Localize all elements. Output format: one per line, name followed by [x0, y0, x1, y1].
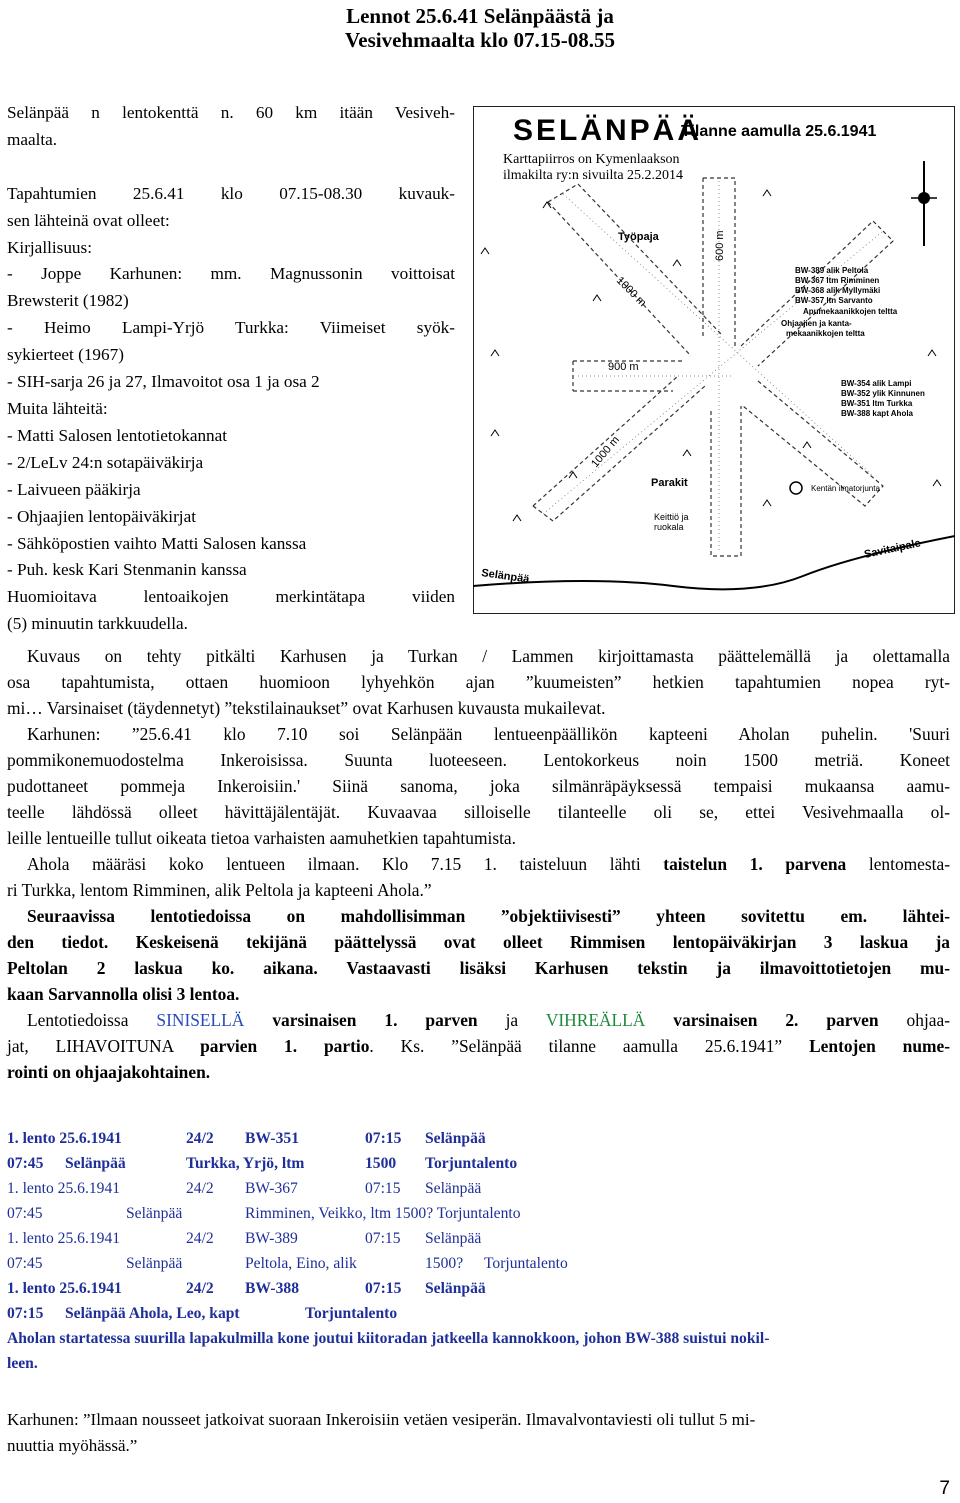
body-text-run: ja [477, 1010, 546, 1030]
map-label-1000m-b: 1000 m [589, 434, 622, 470]
flight-cell: 24/2 [186, 1230, 214, 1247]
body-line: Peltolan 2 laskua ko. aikana. Vastaavasti lisäksi Karhusen tekstin ja ilmavoittotietojen mu- [7, 958, 950, 978]
flight-cell: Torjuntalento [484, 1255, 568, 1272]
flight-cell: Rimminen, Veikko, ltm 1500? Torjuntalento [245, 1205, 521, 1222]
takeoff-note-line: Aholan startatessa suurilla lapakulmilla kone joutui kiitoradan jatkeella kannokkoon, johon BW-388 suistui nokil- [7, 1330, 770, 1347]
flight-cell: Selänpää [126, 1255, 183, 1272]
body-line: Kuvaus on tehty pitkälti Karhusen ja Turkan / Lammen kirjoittamasta päättelemällä ja olettamalla [27, 646, 950, 666]
flight-row [7, 1226, 952, 1251]
body-text-run: ohjaa- [878, 1010, 951, 1030]
body-line [7, 1033, 950, 1059]
intro-line: - Ohjaajien lentopäiväkirjat [7, 506, 196, 526]
body-line: den tiedot. Keskeisenä tekijänä päättelyssä ovat olleet Rimmisen lentopäiväkirjan 3 laskua ja [7, 932, 950, 952]
body-text-run: Lentojen nume- [809, 1036, 950, 1056]
intro-line: - Joppe Karhunen: mm. Magnussonin voittoisat [7, 264, 455, 284]
intro-line: - Puh. kesk Kari Stenmanin kanssa [7, 560, 247, 580]
body-text-run: SINISELLÄ [156, 1010, 245, 1030]
map-label-savitaipale: Savitaipale [863, 537, 922, 561]
map-label-bw354: BW-354 alik Lampi [841, 379, 912, 388]
flight-cell: 07:15 [365, 1130, 402, 1147]
map-label-bw351: BW-351 ltm Turkka [841, 399, 913, 408]
map-caption [503, 152, 763, 184]
flight-cell: Selänpää [425, 1130, 486, 1147]
flight-cell: BW-388 [245, 1280, 299, 1297]
flight-cell: Turkka, Yrjö, ltm [186, 1155, 305, 1172]
map-label-bw389: BW-389 alik Peltola [795, 266, 869, 275]
flight-cell: Selänpää [425, 1180, 482, 1197]
closing-quote-line: Karhunen: ”Ilmaan nousseet jatkoivat suoraan Inkeroisiin vetäen vesiperän. Ilmavalvontaviesti oli tullut 5 mi- [7, 1410, 756, 1429]
intro-line: - Sähköpostien vaihto Matti Salosen kanssa [7, 533, 307, 553]
flight-cell: 07:45 [7, 1155, 44, 1172]
flight-cell: Selänpää [65, 1155, 126, 1172]
map-label-keittio-2: ruokala [654, 522, 684, 532]
flight-cell: 07:15 [365, 1180, 401, 1197]
intro-line [7, 154, 455, 181]
intro-line: - 2/LeLv 24:n sotapäiväkirja [7, 452, 204, 472]
intro-line: Tapahtumien 25.6.41 klo 07.15-08.30 kuvauk- [7, 183, 455, 203]
page-number: 7 [939, 1478, 950, 1499]
flight-cell: 07:15 [365, 1230, 401, 1247]
flight-row [7, 1276, 952, 1301]
flight-cell: 24/2 [186, 1130, 214, 1147]
flight-cell: BW-367 [245, 1180, 298, 1197]
flight-cell: BW-389 [245, 1230, 298, 1247]
body-line: leille lentueille tullut oikeata tietoa varhaisten aamuhetkien tapahtumista. [7, 828, 516, 848]
intro-line: Kirjallisuus: [7, 237, 92, 257]
map-label-bw352: BW-352 ylik Kinnunen [841, 389, 925, 398]
body-line: mi… Varsinaiset (täydennetyt) ”tekstilainaukset” ovat Karhusen kuvausta mukailevat. [7, 698, 606, 718]
intro-line: maalta. [7, 129, 58, 149]
intro-line: Selänpää n lentokenttä n. 60 km itään Vesiveh- [7, 103, 455, 122]
map-label-bw368: BW-368 alik Myllymäki [795, 286, 881, 295]
body-line [7, 1007, 950, 1033]
page-title-line2: Vesivehmaalta klo 07.15-08.55 [345, 28, 615, 52]
flight-row [7, 1201, 952, 1226]
intro-line: sen lähteinä ovat olleet: [7, 210, 170, 230]
map-label-bw388: BW-388 kapt Ahola [841, 409, 913, 418]
body-line: kaan Sarvannolla olisi 3 lentoa. [7, 984, 240, 1004]
body-line: osa tapahtumista, ottaen huomioon lyhyehkön ajan ”kuumeisten” hetkien tapahtumien nopea ryt- [7, 672, 950, 692]
intro-line: sykierteet (1967) [7, 345, 124, 365]
intro-line: Brewsterit (1982) [7, 291, 129, 311]
map-label-600m: 600 m [714, 230, 726, 261]
map-title: SELÄNPÄÄ [513, 114, 703, 147]
body-text-run: VIHREÄLLÄ [545, 1010, 646, 1030]
map-label-1000m-a: 1000 m [613, 274, 649, 310]
map-label-tyopaja: Työpaja [618, 231, 659, 243]
body-line: Karhunen: ”25.6.41 klo 7.10 soi Selänpään lentueenpäällikön kapteeni Aholan puhelin. 'Suuri [27, 724, 950, 744]
map-caption-line: ilmakilta ry:n sivuilta 25.2.2014 [503, 168, 684, 183]
flight-cell: Peltola, Eino, alik [245, 1255, 357, 1272]
flight-cell: 1500? [425, 1255, 464, 1272]
body-line: Seuraavissa lentotiedoissa on mahdollisimman ”objektiivisesti” yhteen sovitettu em. lähtei- [27, 906, 950, 926]
flight-row [7, 1126, 952, 1151]
flight-cell: 1. lento 25.6.1941 [7, 1230, 121, 1247]
body-text-run: jat, LIHAVOITUNA [7, 1036, 201, 1056]
body-text-run: varsinaisen 2. parven [645, 1010, 879, 1030]
flight-row [7, 1151, 952, 1176]
page-title-line1: Lennot 25.6.41 Selänpäästä ja [346, 4, 614, 28]
map-caption-line: Karttapiirros on Kymenlaakson [503, 152, 680, 167]
flight-cell: 1500 [365, 1155, 397, 1172]
flight-cell: 07:15 [365, 1280, 402, 1297]
map-label-parakit: Parakit [651, 477, 688, 489]
body-line: rointi on ohjaajakohtainen. [7, 1062, 211, 1082]
map-label-ohjaajien-2: mekaanikkojen teltta [786, 329, 865, 338]
flight-cell: 24/2 [186, 1280, 214, 1297]
intro-line: - SIH-sarja 26 ja 27, Ilmavoitot osa 1 ja osa 2 [7, 372, 320, 392]
map-label-bw367: BW-367 ltm Rimminen [795, 276, 880, 285]
intro-line: - Heimo Lampi-Yrjö Turkka: Viimeiset syök- [7, 318, 455, 338]
body-line: ri Turkka, lentom Rimminen, alik Peltola ja kapteeni Ahola.” [7, 880, 432, 900]
body-line: teelle lähdössä olleet hävittäjälentäjät. Kuvaavaa silloiselle tilanteelle oli se, ettei Vesivehmaalla ol- [7, 802, 950, 822]
takeoff-note-line: leen. [7, 1355, 38, 1372]
flight-cell: 1. lento 25.6.1941 [7, 1280, 122, 1297]
intro-line: Muita lähteitä: [7, 398, 108, 418]
body-text-run: . Ks. ”Selänpää tilanne aamulla 25.6.1941” [369, 1036, 810, 1056]
flight-cell: 07:15 [7, 1305, 44, 1322]
flight-row [7, 1301, 952, 1326]
flight-cell: Selänpää [126, 1205, 183, 1222]
map-label-selanpaa: Selänpää [480, 567, 531, 586]
flight-cell: 07:45 [7, 1205, 43, 1222]
map-situation: Tilanne aamulla 25.6.1941 [681, 123, 877, 140]
map-label-keittio-1: Keittiö ja [654, 512, 689, 522]
closing-quote [7, 1407, 952, 1459]
body-text-run: varsinaisen 1. parven [244, 1010, 478, 1030]
body-text-run: lentomesta- [846, 854, 950, 874]
body-text [7, 643, 950, 1085]
body-text-run: Ahola määräsi koko lentueen ilmaan. Klo 7.15 1. taisteluun lähti [27, 854, 664, 874]
flight-cell: 24/2 [186, 1180, 214, 1197]
flight-cell: 07:45 [7, 1255, 43, 1272]
map-label-kentan-ilmatorjunta: Kentän ilmatorjunta [811, 484, 880, 493]
closing-quote-line: nuuttia myöhässä.” [7, 1436, 138, 1455]
intro-line: Huomioitava lentoaikojen merkintätapa viiden [7, 587, 455, 607]
body-text-run: Lentotiedoissa [27, 1010, 157, 1030]
intro-line: - Laivueen pääkirja [7, 479, 141, 499]
map-label-bw357: BW-357 ltn Sarvanto [795, 296, 873, 305]
flight-cell: Selänpää [425, 1230, 482, 1247]
body-line [7, 851, 950, 877]
body-line: pommikonemuodostelma Inkeroisissa. Suunta luoteeseen. Lentokorkeus noin 1500 metriä. Koneet [7, 750, 950, 770]
map-label-ohjaajien-1: Ohjaajien ja kanta- [781, 319, 852, 328]
body-text-run: taistelun 1. parvena [663, 854, 847, 874]
intro-line: (5) minuutin tarkkuudella. [7, 614, 188, 634]
intro-column [7, 100, 455, 638]
flight-cell: Selänpää Ahola, Leo, kapt [65, 1305, 240, 1322]
flight-row [7, 1176, 952, 1201]
flight-cell: 1. lento 25.6.1941 [7, 1180, 121, 1197]
flight-cell: Selänpää [425, 1280, 486, 1297]
flight-log [7, 1126, 952, 1326]
intro-line: - Matti Salosen lentotietokannat [7, 425, 228, 445]
body-line: pudottaneet pommeja Inkeroisiin.' Siinä sanoma, joka silmänräpäyksessä tempaisi mukaansa aamu- [7, 776, 950, 796]
map-label-900m: 900 m [608, 361, 639, 373]
body-text-run: parvien 1. partio [200, 1036, 370, 1056]
map-label-apu: Apumekaanikkojen teltta [803, 307, 898, 316]
takeoff-note [7, 1326, 952, 1376]
flight-row [7, 1251, 952, 1276]
flight-cell: Torjuntalento [425, 1155, 518, 1172]
flight-cell: Torjuntalento [305, 1305, 398, 1322]
flight-cell: BW-351 [245, 1130, 299, 1147]
flight-cell: 1. lento 25.6.1941 [7, 1130, 122, 1147]
